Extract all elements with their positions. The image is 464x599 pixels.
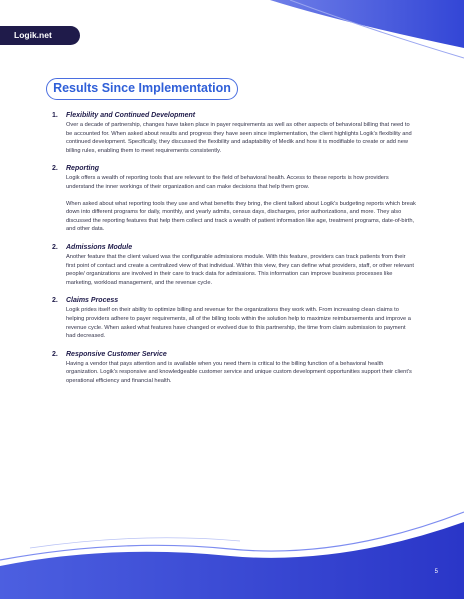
section-title: Flexibility and Continued Development — [66, 112, 196, 119]
section-paragraph: Over a decade of partnership, changes have taken place in payer requirements as well as other aspects of behavioral billing that need to be accounted for. When asked about results and progress they have seen since implementation, the client highlights Logik's flexibility and continued development. Specifically, they discussed the flexibility and adaptability of Medik and how it is modifiable to create or add new billing rules, enabling them to meet requirements consistently. — [66, 122, 412, 154]
page-title: Results Since Implementation — [46, 78, 238, 100]
section-heading — [52, 297, 416, 304]
section-number: 2. — [52, 165, 58, 173]
top-right-wave — [270, 0, 464, 48]
bottom-wave-thin-line — [30, 538, 240, 548]
brand-logo-tab[interactable]: Logik.net — [0, 26, 80, 45]
bottom-wave — [0, 522, 464, 599]
section-title: Responsive Customer Service — [66, 350, 167, 358]
section-flexibility — [52, 112, 416, 155]
section-paragraph: Logik offers a wealth of reporting tools that are relevant to the field of behavioral health. Access to these reports is how providers understand the inner workings of their organization and can make decisions that help them grow. — [66, 175, 389, 190]
section-heading — [52, 244, 416, 251]
section-reporting — [52, 165, 416, 234]
section-paragraph: When asked about what reporting tools they use and what benefits they bring, the client talked about Logik's budgeting reports which break down into different programs for daily, monthly, and yearly admits, census days, discharges, prior authorizations, and more. They also discussed the reporting features that help them collect and track a wealth of patient information like age, treatment programs, date-of-birth, and other data. — [66, 200, 416, 233]
section-admissions — [52, 244, 416, 287]
section-paragraph: Logik prides itself on their ability to optimize billing and revenue for the organizations they work with. From increasing clean claims to helping providers adhere to payer requirements, all of the billing tools within the solution help to maximize reimbursements and improve a revenue cycle. When asked what features have changed or evolved due to this partnership, the time from claim submission to payment had decreased. — [66, 307, 411, 340]
section-title: Reporting — [66, 165, 100, 173]
section-paragraph: Another feature that the client valued was the configurable admissions module. With this feature, providers can track patients from their first point of contact and create a centralized view of that individual. Within this view, they can define what providers, staff, or other relevant people/ organizations are involved in their care to track data for admissions. This information can improve business processes like marketing, workload management, and the revenue cycle. — [66, 253, 414, 286]
section-number: 2. — [52, 297, 58, 305]
content-area — [52, 112, 416, 395]
section-heading — [52, 351, 416, 358]
section-title: Admissions Module — [66, 243, 133, 251]
section-title: Claims Process — [66, 297, 119, 305]
section-number: 2. — [52, 243, 58, 251]
section-number: 2. — [52, 350, 58, 358]
page-number: 5 — [434, 569, 438, 575]
section-heading — [52, 165, 416, 172]
section-heading — [52, 112, 416, 119]
section-paragraph: Having a vendor that pays attention and is available when you need them is critical to the billing function of a behavioral health organization. Logik's responsive and knowledgeable customer service and unique custom development opportunities support their client's operational efficiency and financial health. — [66, 360, 412, 384]
section-customer-service — [52, 351, 416, 386]
section-number: 1. — [52, 112, 58, 119]
section-claims — [52, 297, 416, 340]
